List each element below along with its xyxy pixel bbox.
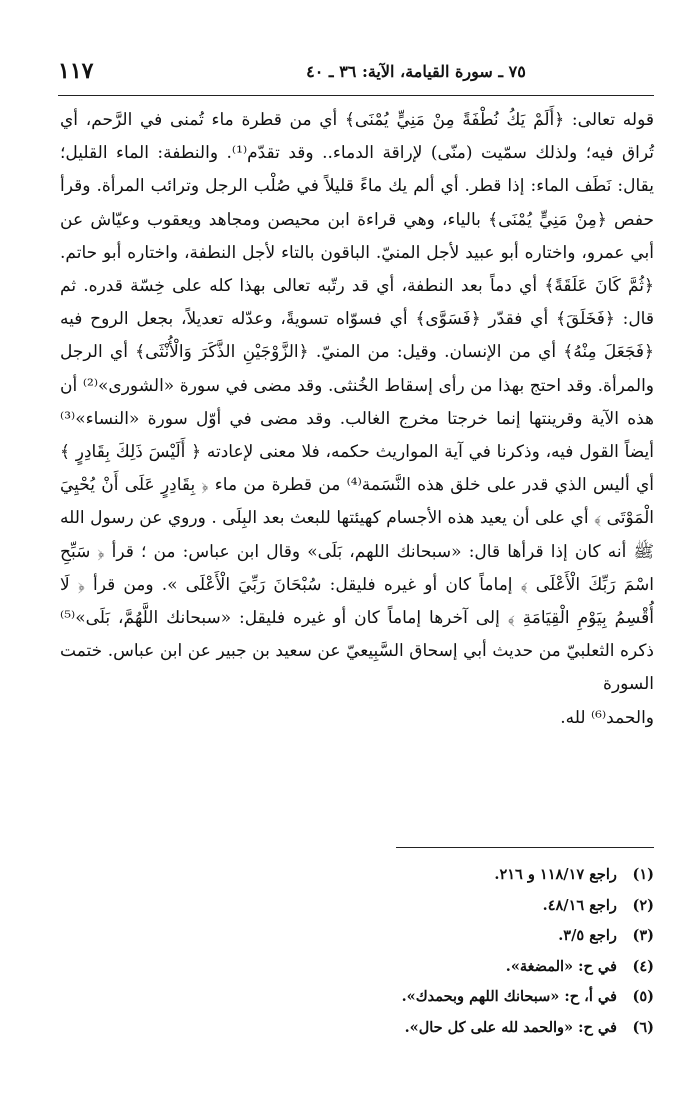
header-rule (58, 95, 654, 96)
footnote-number: (٦) (632, 1018, 654, 1036)
footnote-text: راجع ١١٨/١٧ و ٢١٦. (494, 866, 617, 883)
footnote-number: (٥) (632, 988, 654, 1005)
footnote-number: (٢) (632, 896, 654, 914)
body-paragraph: قوله تعالى: ﴿أَلَمْ يَكُ نُطْفَةً مِنْ مَنِيٍّ يُمْنَى﴾ أي من قطرة ماء تُمنى في الرَّحم، أي تُراق فيه؛ ولذلك سمّيت (منّى) لإراقة الدماء.. وقد تقدّم⁽¹⁾. والنطفة: الماء القليل؛ يقال: نَطَف الماء: إذا قطر. أي ألم يك ماءً قليلاً في صُلْب الرجل وترائب المرأة. وقرأ حفص ﴿مِنْ مَنِيٍّ يُمْنَى﴾ بالياء، وهي قراءة ابن محيصن ومجاهد ويعقوب وعيّاش عن أبي عمرو، واختاره أبو عبيد لأجل المنيّ. الباقون بالتاء لأجل النطفة، واختاره أبو حاتم. ﴿ثُمَّ كَانَ عَلَقَةً﴾ أي دماً بعد النطفة، أي قد رتّبه تعالى بهذا كله على خِسّة قدره. ثم قال: ﴿فَخَلَقَ﴾ أي فقدّر ﴿فَسَوَّى﴾ أي فسوّاه تسويةً، وعدّله تعديلاً، بجعل الروح فيه ﴿فَجَعَلَ مِنْهُ﴾ أي من الإنسان. وقيل: من المنيّ. ﴿الزَّوْجَيْنِ الذَّكَرَ وَالْأُنْثَى﴾ أي الرجل والمرأة. وقد احتج بهذا من رأى إسقاط الخُنثى. وقد مضى في سورة «الشورى»⁽²⁾ أن هذه الآية وقرينتها إنما خرجتا مخرج الغالب. وقد مضى في أوّل سورة «النساء»⁽³⁾ أيضاً القول فيه، وذكرنا في آية المواريث حكمه، فلا معنى لإعادته ﴿ أَلَيْسَ ذَلِكَ بِقَادِرٍ ﴾ أي أليس الذي قدر على خلق هذه النَّسَمة⁽⁴⁾ من قطرة من ماء ﴿ بِقَادِرٍ عَلَى أَنْ يُحْيِيَ الْمَوْتَى ﴾ أي على أن يعيد هذه الأجسام كهيئتها للبعث بعد البِلَى . وروي عن رسول الله ﷺ أنه كان إذا قرأها قال: «سبحانك اللهم، بَلَى» وقال ابن عباس: من ؛ قرأ ﴿ سَبِّحِ اسْمَ رَبِّكَ الْأَعْلَى ﴾ إماماً كان أو غيره فليقل: سُبْحَانَ رَبِّيَ الْأَعْلَى ». ومن قرأ ﴿ لَا أُقْسِمُ بِيَوْمِ الْقِيَامَةِ ﴾ إلى آخرها إماماً كان أو غيره فليقل: «سبحانك اللَّهُمَّ، بَلَى»⁽⁵⁾ ذكره الثعلبيّ من حديث أبي إسحاق السَّبِيعيّ عن سعيد بن جبير عن ابن عباس. ختمت السورة (60, 110, 654, 695)
footnote-6 (60, 1013, 654, 1044)
footnote-number: (١) (632, 866, 654, 883)
footnote-text: راجع ٣/٥. (558, 927, 617, 944)
running-title: ٧٥ ـ سورة القيامة، الآية: ٣٦ ـ ٤٠ (306, 62, 526, 81)
page-number: ١١٧ (58, 58, 94, 84)
footnote-text: في ح: «والحمد لله على كل حال». (404, 1018, 617, 1036)
footnotes (60, 860, 654, 1043)
footnote-5 (60, 982, 654, 1013)
footnote-text: راجع ٤٨/١٦. (542, 896, 617, 914)
footnote-1 (60, 860, 654, 891)
closing-line: والحمد⁽⁶⁾ لله. (560, 707, 654, 728)
main-text (60, 104, 654, 735)
footnote-2 (60, 891, 654, 922)
footnote-number: (٣) (632, 927, 654, 944)
footnote-number: (٤) (632, 957, 654, 975)
footnote-text: في ح: «المضغة». (505, 957, 617, 975)
page-header (58, 56, 654, 94)
footnote-4 (60, 952, 654, 983)
footnote-text: في أ، ح: «سبحانك اللهم وبحمدك». (401, 988, 617, 1005)
footnote-3 (60, 921, 654, 952)
footnote-divider (396, 847, 654, 848)
